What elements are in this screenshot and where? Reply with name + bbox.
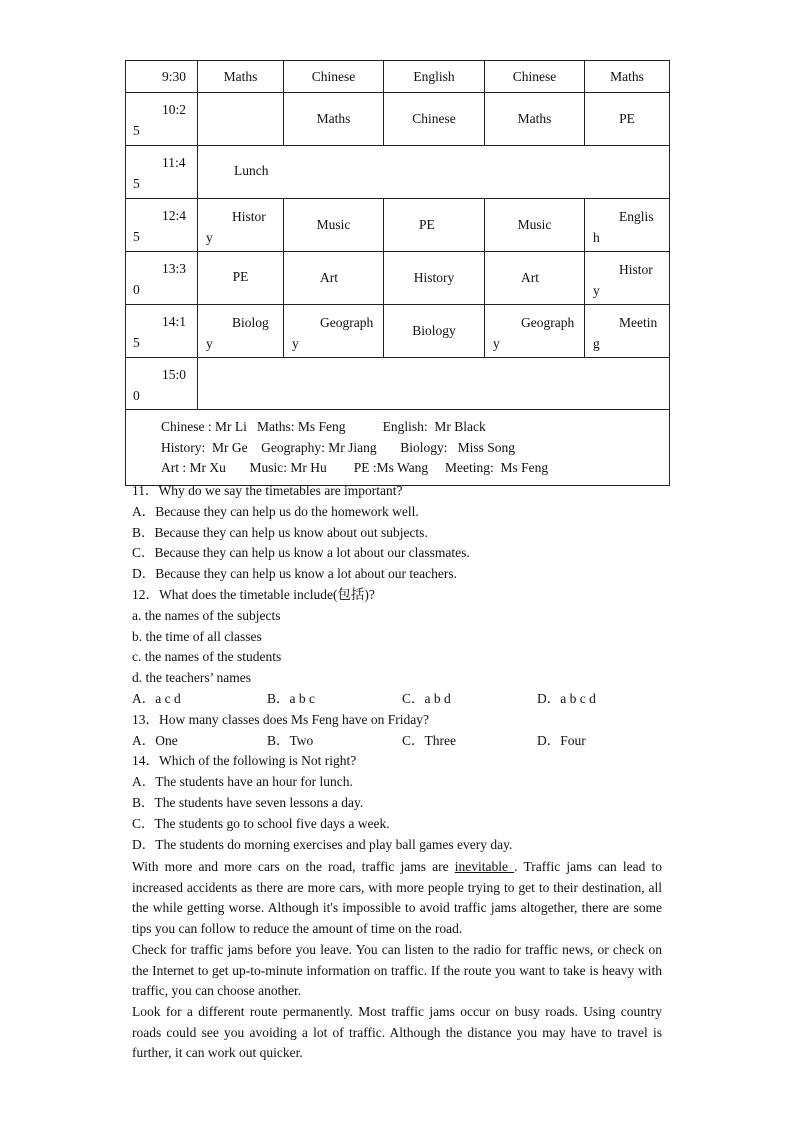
question-14: 14．Which of the following is Not right? (132, 753, 357, 769)
table-row (126, 358, 670, 410)
subject-cell: Chinese (284, 61, 384, 93)
subject-cell: Biolog y (198, 305, 284, 358)
option: D．a b c d (537, 690, 596, 706)
subject-cell: Maths (585, 61, 670, 93)
paragraph: Look for a different route permanently. Most traffic jams occur on busy roads. Using country roads could see you avoiding a lot of traffic. Although the distance you may have to travel is further, it can work out quicker. (132, 1003, 662, 1061)
subject-cell: PE (585, 93, 670, 146)
subject-cell: Maths (284, 93, 384, 146)
subject-cell: PE (384, 199, 485, 252)
option: B．Two (267, 732, 314, 748)
time-cell: 12:4 5 (126, 199, 198, 252)
table-row (126, 305, 670, 358)
list-item: d. the teachers’ names (132, 670, 251, 686)
subject-cell: Art (284, 252, 384, 305)
subject-cell: Biology (384, 305, 485, 358)
underlined-word: inevitable (454, 859, 515, 874)
subject-cell: Maths (198, 61, 284, 93)
subject-cell: Geograph y (284, 305, 384, 358)
question-13: 13．How many classes does Ms Feng have on Friday? (132, 711, 429, 727)
time-cell: 10:2 5 (126, 93, 198, 146)
paragraph: Check for traffic jams before you leave. You can listen to the radio for traffic news, or check on the Internet to get up-to-minute information on traffic. If the route you want to take is heavy with traffic, you can choose another. (132, 941, 662, 999)
subject-cell: Chinese (485, 61, 585, 93)
subject-cell: Meetin g (585, 305, 670, 358)
table-row (126, 146, 670, 199)
teacher-legend (126, 410, 670, 486)
table-row (126, 410, 670, 486)
option: B．a b c (267, 690, 315, 706)
reading-passage (132, 857, 662, 1064)
paragraph: With more and more cars on the road, traffic jams are inevitable . Traffic jams can lead to increased accidents as there are more cars, with more people trying to get to their destination, all the while getting worse. Although it's impossible to avoid traffic jams altogether, there are some tips you can follow to reduce the amount of time on the road. (132, 859, 662, 937)
question-12: 12．What does the timetable include(包括)? (132, 586, 375, 602)
table-row (126, 93, 670, 146)
options-row (132, 689, 672, 710)
option: D．Because they can help us know a lot about our teachers. (132, 566, 458, 582)
subject-cell: Englis h (585, 199, 670, 252)
option: A．Because they can help us do the homework well. (132, 503, 419, 519)
time-cell: 9:30 (126, 61, 198, 93)
time-cell: 13:3 0 (126, 252, 198, 305)
subject-cell: Music (485, 199, 585, 252)
timetable (125, 60, 670, 486)
subject-cell: PE (198, 252, 284, 305)
table-row (126, 61, 670, 93)
subject-cell: Histor y (585, 252, 670, 305)
option: D．Four (537, 732, 586, 748)
subject-cell: Art (485, 252, 585, 305)
subject-cell: Music (284, 199, 384, 252)
list-item: c. the names of the students (132, 649, 282, 665)
empty-cell (198, 358, 670, 410)
option: A．The students have an hour for lunch. (132, 774, 353, 790)
subject-cell: English (384, 61, 485, 93)
option: A．a c d (132, 690, 181, 706)
list-item: b. the time of all classes (132, 628, 262, 644)
option: C．Three (402, 732, 456, 748)
option: C．The students go to school five days a week. (132, 815, 390, 831)
option: B．Because they can help us know about out subjects. (132, 524, 428, 540)
option: D．The students do morning exercises and play ball games every day. (132, 836, 513, 852)
subject-cell: History (384, 252, 485, 305)
table-row (126, 199, 670, 252)
questions-section (132, 481, 672, 855)
table-row (126, 252, 670, 305)
legend-line: History: Mr Ge Geography: Mr Jiang Biology: Miss Song (161, 439, 515, 455)
subject-cell: Maths (485, 93, 585, 146)
option: C．a b d (402, 690, 451, 706)
list-item: a. the names of the subjects (132, 607, 281, 623)
question-11: 11．Why do we say the timetables are important? (132, 483, 403, 498)
legend-line: Art : Mr Xu Music: Mr Hu PE :Ms Wang Meeting: Ms Feng (161, 460, 549, 476)
legend-line: Chinese : Mr Li Maths: Ms Feng English: Mr Black (161, 419, 486, 434)
subject-cell: Geograph y (485, 305, 585, 358)
time-cell: 15:0 0 (126, 358, 198, 410)
time-cell: 14:1 5 (126, 305, 198, 358)
option: B．The students have seven lessons a day. (132, 794, 364, 810)
subject-cell: Histor y (198, 199, 284, 252)
option: A．One (132, 732, 178, 748)
subject-cell: Chinese (384, 93, 485, 146)
options-row (132, 731, 672, 752)
subject-cell (198, 93, 284, 146)
time-cell: 11:4 5 (126, 146, 198, 199)
option: C．Because they can help us know a lot about our classmates. (132, 545, 470, 561)
lunch-cell: Lunch (198, 146, 670, 199)
